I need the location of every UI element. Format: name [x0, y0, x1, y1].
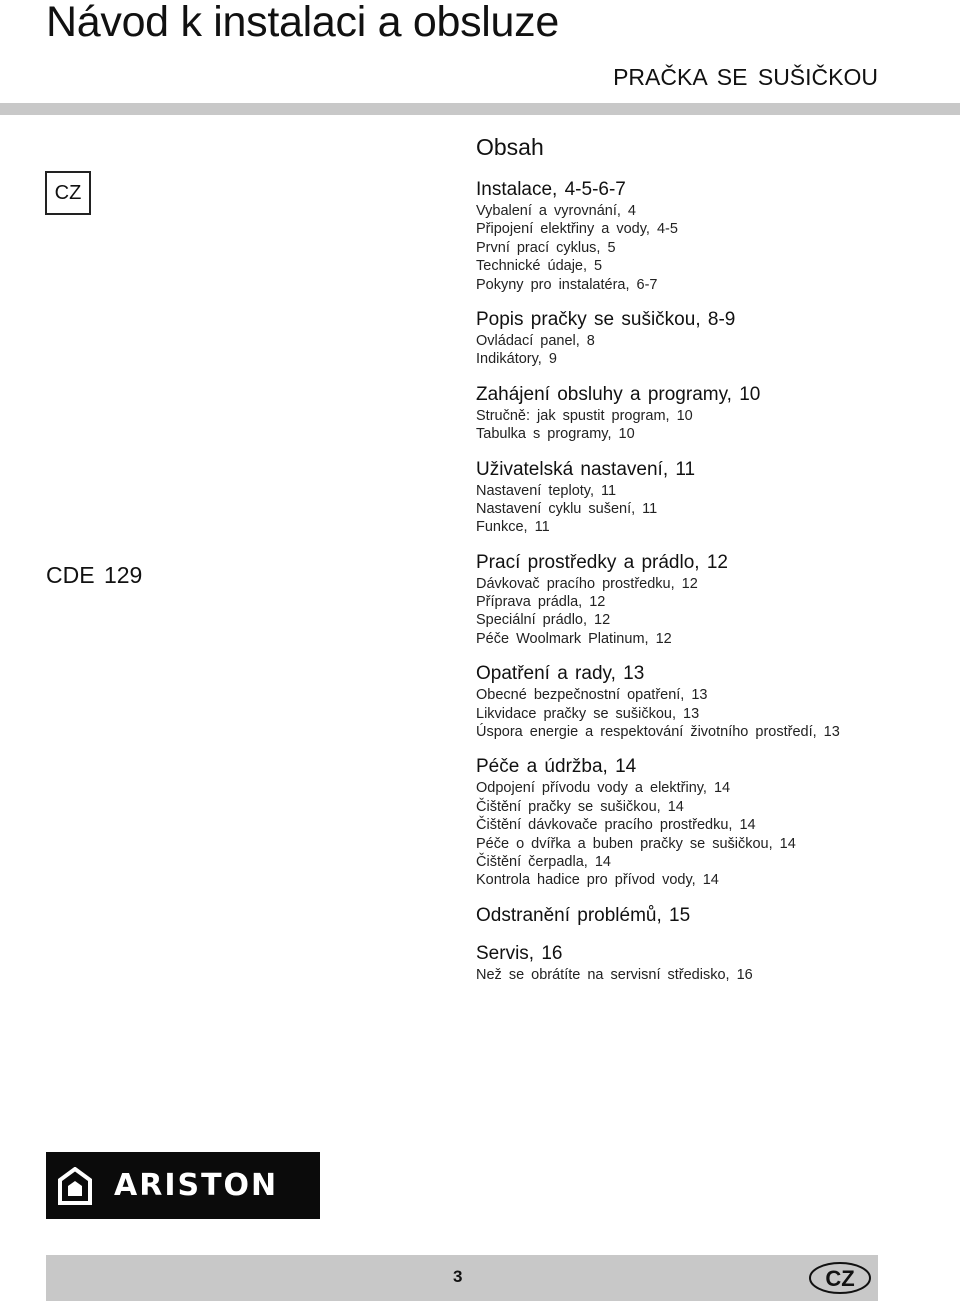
document-title: Návod k instalaci a obsluze: [46, 0, 559, 46]
product-subtitle: PRAČKA SE SUŠIČKOU: [613, 64, 878, 90]
toc-entry: Čištění dávkovače pracího prostředku, 14: [476, 817, 756, 834]
toc-section: [476, 904, 946, 928]
toc-entry: Vybalení a vyrovnání, 4: [476, 203, 636, 219]
toc-section-title: Servis, 16: [476, 942, 563, 964]
toc-section-title: Prací prostředky a prádlo, 12: [476, 551, 728, 573]
toc-section: [476, 551, 946, 649]
toc-entry: Péče o dvířka a buben pračky se sušičkou, 14: [476, 835, 796, 852]
toc-entry: Čištění čerpadla, 14: [476, 853, 611, 870]
toc-entry: Likvidace pračky se sušičkou, 13: [476, 705, 700, 722]
toc-entry: Indikátory, 9: [476, 351, 557, 368]
toc-entry: Speciální prádlo, 12: [476, 612, 611, 629]
model-number: CDE 129: [46, 562, 143, 588]
toc-entry: Kontrola hadice pro přívod vody, 14: [476, 872, 719, 889]
page-number: 3: [453, 1267, 463, 1286]
brand-name: ARISTON: [114, 1168, 279, 1203]
page-footer: [46, 1255, 878, 1301]
toc-entry: Funkce, 11: [476, 519, 550, 536]
toc-sections: [476, 178, 946, 984]
toc-section-title: Zahájení obsluhy a programy, 10: [476, 383, 761, 405]
toc-section-title: Opatření a rady, 13: [476, 663, 645, 685]
toc-entry: Tabulka s programy, 10: [476, 426, 635, 443]
toc-entry: Pokyny pro instalatéra, 6-7: [476, 276, 658, 293]
toc-section-title: Popis pračky se sušičkou, 8-9: [476, 308, 736, 330]
toc-entry: Příprava prádla, 12: [476, 594, 606, 611]
toc-entry: Čištění pračky se sušičkou, 14: [476, 798, 684, 815]
header-divider: [0, 103, 960, 115]
toc-section-title: Péče a údržba, 14: [476, 756, 637, 778]
toc-entry: První prací cyklus, 5: [476, 239, 616, 256]
toc-entry: Péče Woolmark Platinum, 12: [476, 630, 672, 647]
toc-entry: Nastavení cyklu sušení, 11: [476, 500, 658, 517]
toc-section-title: Odstranění problémů, 15: [476, 904, 691, 926]
toc-section: [476, 458, 946, 537]
ariston-logo: [46, 1152, 320, 1219]
language-code-box: CZ: [45, 171, 91, 215]
language-badge-text: CZ: [825, 1266, 855, 1291]
toc-entry: Úspora energie a respektování životního prostředí, 13: [476, 724, 840, 741]
toc-section: [476, 662, 946, 741]
house-logo-icon: [58, 1167, 92, 1205]
toc-section: [476, 308, 946, 369]
toc-entry: Ovládací panel, 8: [476, 332, 595, 349]
toc-entry: Připojení elektřiny a vody, 4-5: [476, 221, 678, 238]
toc-section-title: Instalace, 4-5-6-7: [476, 179, 626, 200]
toc-section: [476, 383, 946, 444]
toc-entry: Odpojení přívodu vody a elektřiny, 14: [476, 780, 731, 797]
language-badge: [808, 1261, 872, 1295]
toc-entry: Stručně: jak spustit program, 10: [476, 407, 693, 424]
toc-entry: Technické údaje, 5: [476, 258, 603, 275]
toc-heading: Obsah: [476, 134, 544, 160]
toc-section-title: Uživatelská nastavení, 11: [476, 458, 696, 480]
toc-section: [476, 755, 946, 889]
toc-entry: Obecné bezpečnostní opatření, 13: [476, 687, 708, 704]
toc-entry: Nastavení teploty, 11: [476, 482, 617, 499]
toc-entry: Než se obrátíte na servisní středisko, 16: [476, 966, 753, 983]
table-of-contents: [476, 132, 946, 984]
toc-section: [476, 178, 946, 294]
toc-entry: Dávkovač pracího prostředku, 12: [476, 575, 698, 592]
toc-section: [476, 942, 946, 984]
